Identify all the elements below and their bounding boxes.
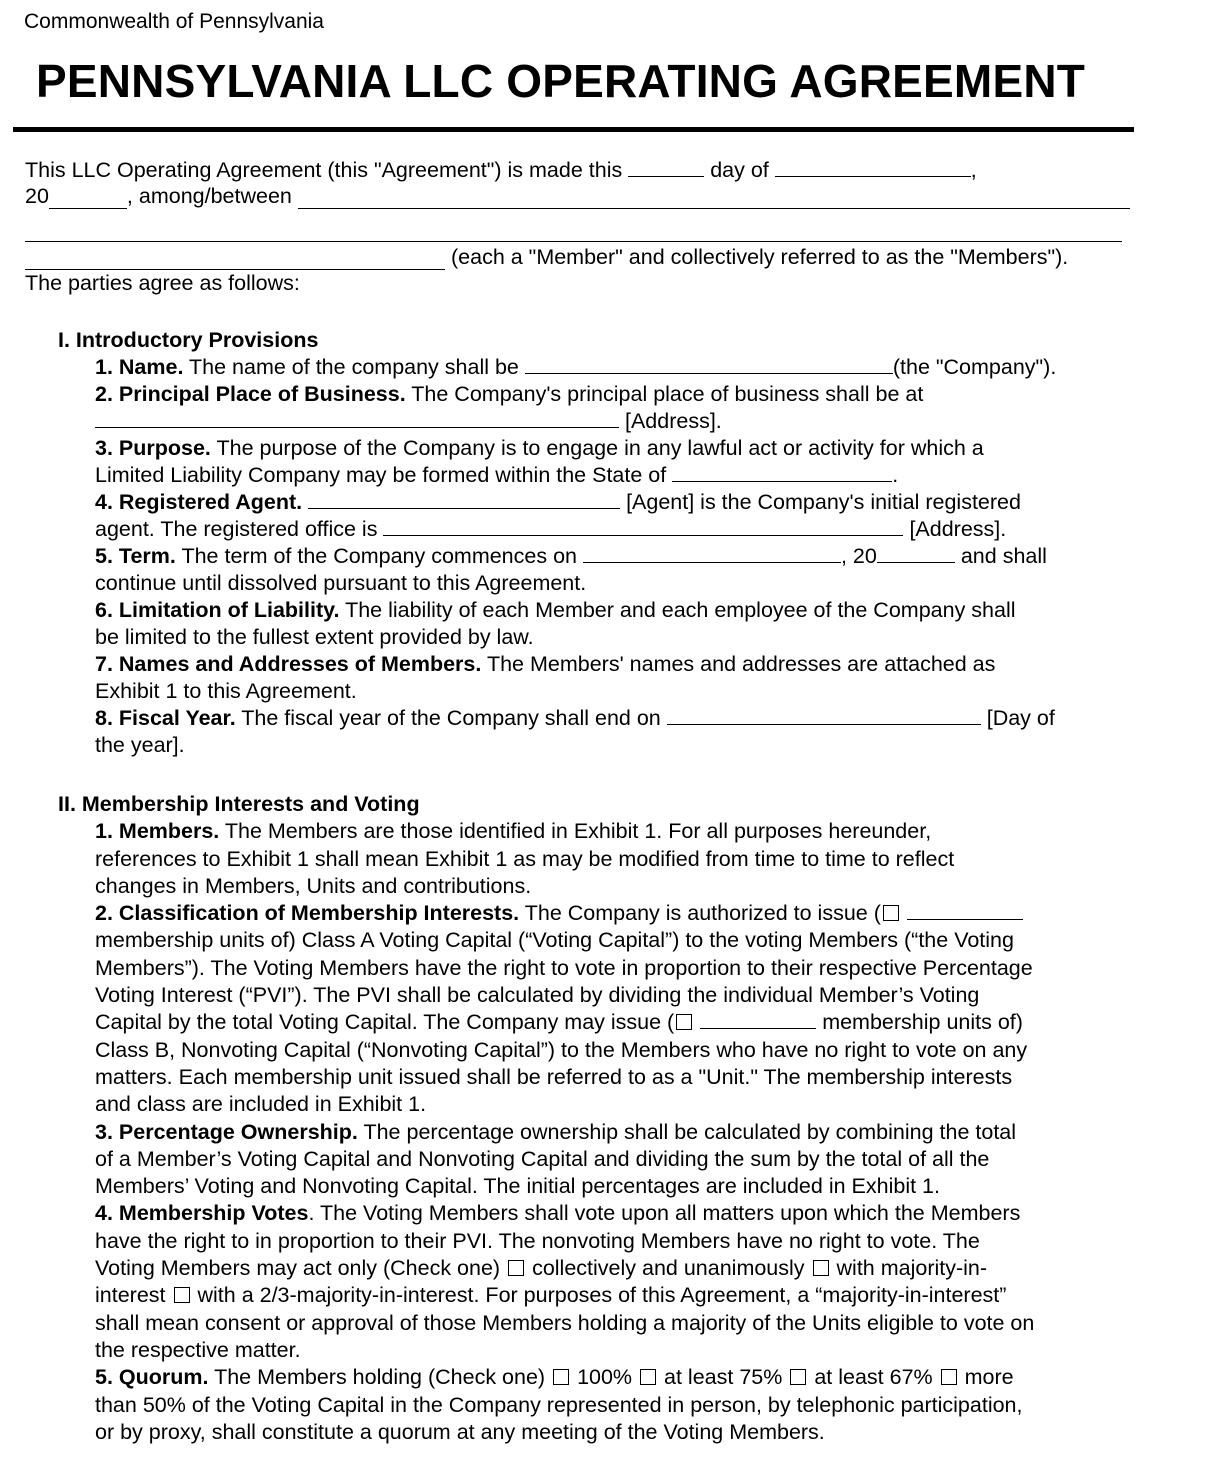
provision-term: 5. Term. The term of the Company commences on , 20 and shall [95,544,1047,568]
term-year-blank[interactable] [877,544,955,563]
nonvoting-units-checkbox[interactable] [676,1014,692,1030]
registered-office-blank[interactable] [383,517,903,536]
votes-continuation: shall mean consent or approval of those Members holding a majority of the Units eligible to vote on [95,1310,1035,1335]
year-blank[interactable] [49,190,127,209]
classification-continuation: membership units of) Class A Voting Capital (“Voting Capital”) to the voting Members (“the Voting [95,928,1014,953]
quorum-continuation: than 50% of the Voting Capital in the Company represented in person, by telephonic participation, [95,1392,1023,1417]
votes-continuation: Voting Members may act only (Check one) collectively and unanimously with majority-in- [95,1256,988,1281]
classification-continuation: and class are included in Exhibit 1. [95,1092,427,1117]
provision-membership-votes: 4. Membership Votes. The Voting Members shall vote upon all matters upon which the Members [95,1201,1021,1226]
votes-continuation: the respective matter. [95,1337,301,1362]
ownership-continuation: of a Member’s Voting Capital and Nonvoting Capital and dividing the sum by the total of all the [95,1146,990,1171]
classification-continuation: Members”). The Voting Members have the right to vote in proportion to their respective Percentage [95,955,1033,980]
classification-continuation: Capital by the total Voting Capital. The Company may issue ( membership units of) [95,1010,1023,1035]
members-blank-2[interactable] [25,219,1122,242]
classification-continuation: matters. Each membership unit issued shall be referred to as a "Unit." The membership interests [95,1064,1013,1089]
provision-percentage-ownership: 3. Percentage Ownership. The percentage ownership shall be calculated by combining the total [95,1119,1017,1144]
members-blank-3[interactable] [25,251,445,270]
voting-units-blank[interactable] [907,901,1023,920]
members-names-continuation: Exhibit 1 to this Agreement. [95,679,357,703]
quorum-100-checkbox[interactable] [553,1369,569,1385]
members-definition: (each a "Member" and collectively referred to as the "Members"). [451,245,1069,269]
ownership-continuation: Members’ Voting and Nonvoting Capital. The initial percentages are included in Exhibit 1. [95,1174,940,1199]
day-blank[interactable] [628,158,704,177]
intro-text: This LLC Operating Agreement (this "Agreement") is made this [25,158,623,182]
section-title: II. Membership Interests and Voting [58,792,420,816]
state-blank[interactable] [672,463,892,482]
unanimous-checkbox[interactable] [508,1260,524,1276]
intro-paragraph: This LLC Operating Agreement (this "Agreement") is made this day of , 20 , among/between (each a "Member" and collectively referred to as the "Members"). The parties agree as follows: [25,157,1130,296]
provision-quorum: 5. Quorum. The Members holding (Check one) 100% at least 75% at least 67% more [95,1365,1014,1390]
members-continuation: references to Exhibit 1 shall mean Exhibit 1 as may be modified from time to time to reflect [95,846,955,871]
quorum-50-checkbox[interactable] [941,1369,957,1385]
fiscal-year-blank[interactable] [667,706,981,725]
quorum-continuation: or by proxy, shall constitute a quorum at any meeting of the Voting Members. [95,1419,825,1444]
month-blank[interactable] [775,158,971,177]
title-rule [13,127,1134,132]
term-date-blank[interactable] [583,544,841,563]
members-blank-1[interactable] [298,190,1130,209]
provision-classification: 2. Classification of Membership Interests. The Company is authorized to issue ( [95,900,1138,927]
provision-name: 1. Name. The name of the company shall be (the "Company"). [95,355,1057,379]
provision-registered-agent: 4. Registered Agent. [Agent] is the Company's initial registered [95,490,1021,514]
quorum-67-checkbox[interactable] [790,1369,806,1385]
liability-continuation: be limited to the fullest extent provided by law. [95,625,534,649]
parties-text: The parties agree as follows: [25,271,300,295]
intro-text: day of [710,158,769,182]
members-continuation: changes in Members, Units and contributions. [95,873,532,898]
business-address-blank[interactable] [95,409,619,428]
document-title: PENNSYLVANIA LLC OPERATING AGREEMENT [36,55,1086,107]
quorum-75-checkbox[interactable] [640,1369,656,1385]
two-thirds-checkbox[interactable] [174,1287,190,1303]
classification-continuation: Voting Interest (“PVI”). The PVI shall be calculated by dividing the individual Member’s Voting [95,983,980,1008]
agent-blank[interactable] [308,490,620,509]
intro-text: , among/between [126,184,292,208]
votes-continuation: have the right to in proportion to their PVI. The nonvoting Members have no right to vote. The [95,1228,980,1253]
term-continuation: continue until dissolved pursuant to this Agreement. [95,571,587,595]
fiscal-year-continuation: the year]. [95,733,185,757]
provision-purpose: 3. Purpose. The purpose of the Company is to engage in any lawful act or activity for which a [95,436,984,460]
voting-units-checkbox[interactable] [883,905,899,921]
section-membership-interests [58,791,1138,1446]
year-prefix: 20 [25,184,49,208]
majority-checkbox[interactable] [813,1260,829,1276]
provision-fiscal-year: 8. Fiscal Year. The fiscal year of the Company shall end on [Day of [95,706,1055,730]
state-label: Commonwealth of Pennsylvania [24,10,324,33]
votes-continuation: interest with a 2/3-majority-in-interest. For purposes of this Agreement, a “majority-in-interest” [95,1283,1007,1308]
section-title: I. Introductory Provisions [58,328,319,352]
section-introductory-provisions: I. Introductory Provisions 1. Name. The name of the company shall be (the "Company"). 2. Principal Place of Business. The Company's principal place of business shall be at [Address]. 3. Purpose. The purpose of the Company is to engage in any lawful act or activity for which a Limited Liability Company may be formed within the State of . 4. Registered Agent. [Agent] is the Company's initial registered agent. The registered office is [Address]. 5. Term. The term of the Company commences on , 20 and shall continue until dissolved pursuant to this Agreement. 6. Limitation of Liability. The liability of each Member and each employee of the Company shall be limited to the fullest extent provided by law. 7. Names and Addresses of Members. The Members' names and addresses are attached as Exhibit 1 to this Agreement. 8. Fiscal Year. The fiscal year of the Company shall end on [Day of the year]. [58,327,1138,759]
company-name-blank[interactable] [525,355,893,374]
provision-place-of-business: 2. Principal Place of Business. The Company's principal place of business shall be at [95,382,924,406]
provision-members-names: 7. Names and Addresses of Members. The Members' names and addresses are attached as [95,652,996,676]
nonvoting-units-blank[interactable] [700,1010,816,1029]
provision-limitation-of-liability: 6. Limitation of Liability. The liability of each Member and each employee of the Company shall [95,598,1016,622]
classification-continuation: Class B, Nonvoting Capital (“Nonvoting Capital”) to the Members who have no right to vote on any [95,1037,1028,1062]
provision-members: 1. Members. The Members are those identified in Exhibit 1. For all purposes hereunder, [95,819,932,844]
